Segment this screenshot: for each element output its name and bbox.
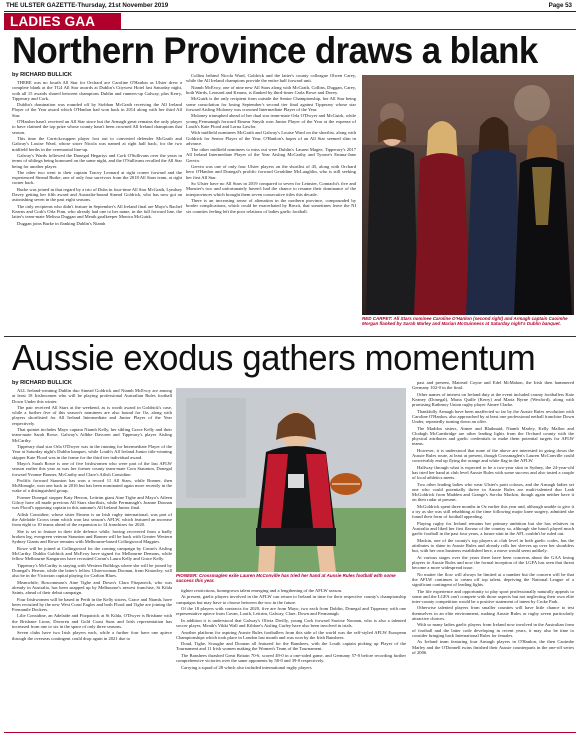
paragraph: Lilie Considine, an Adelaide and Fitzpatrick at St Kilda, O'Dwyer is Brisbane with the Brisbane Lions, Davoren and Gold Coast Suns and Irish representation has increased from one to six in the space of only three seasons. (12, 613, 172, 629)
page-number: Page 53 (548, 2, 572, 9)
paragraph: Collins behind Nicola Ward, Goldrick and the latter's county colleague Olwen Carey, while the All Ireland champions provide the entire half forward unit. (186, 73, 356, 84)
story1-column-1 (12, 80, 182, 334)
story1-byline: by RICHARD BULLICK (12, 72, 72, 78)
pioneer-photo (176, 388, 406, 572)
paragraph: Gervin was one of only four Ulster players on the shortlist of 45, along with Orchard hero O'Hanlon and Donegal's prolific forward Geraldine McLaughlin, who is still seeking her first All Star. (186, 164, 356, 180)
story1-photo-caption (362, 316, 574, 326)
paragraph: Rowe will be joined at Collingwood for the coming campaign by Cavan's Aisling McCarthy. Dublin Goldrick and McEvoy have signed for Melbourne Demons, while fellow Melbourne Kangaroos have recruited Cavan's Laura Kelly and Grace Kelly. (12, 545, 172, 562)
paragraph: Another platform for aspiring Aussie Rules footballers from this side of the world was the self-styled AFLW European Championships which took place in London last month and was won by the Irish Banshees. (176, 629, 406, 640)
story1-headline: Northern Province draws a blank (12, 30, 538, 71)
paragraph: Niamh McEvoy, one of nine new All Stars along with McGrath, Collins, Duggan, Carey, both Wards, Leonard and Kearns, is flanked by third-timer Carla Rowe and Davey. (186, 84, 356, 95)
paragraph: The life experience and opportunity to play sport professionally naturally appeals to some and the LGFA can't compete with those aspects but not neglecting their own elite inter-county competition would be a positive statement of intent by Croke Park. (412, 588, 574, 604)
paragraph: The other two went to their captain Tracey Leonard at right corner forward and the experienced Sinead Burke, one of only four survivors from the 2018 All Stars team, at right corner back. (12, 169, 182, 186)
paragraph: As Ireland team featuring four Armagh players in O'Hanlon, the then Caoimhe Marley and the O'Donnell twins finished their Aussie counterparts in the one-off series of 2006. (412, 639, 574, 655)
paragraph: The Maddox sisters, Aimee and Blathnaid, Niamh Marley, Kelly Mallon and Clodagh McCambridge are other leading lights from the Orchard county with the physical attributes and gaelic credentials to make them potential targets for AFLW teams. (412, 425, 574, 447)
paragraph: tighter restrictions, homegrown talent emerging and a lengthening of the AFLW season. (181, 588, 343, 593)
story1-caption-text: RED CARPET: All Stars nominee Caroline O'Hanlon (second right) and Armagh captain Caoimhe Morgan flanked by Sarah Marley and Marian McGuinness at Saturday night's Dublin banquet. (362, 316, 568, 327)
paragraph: Galway's Wards followed the Donegal Hegartys and Cork O'Sullivans over the years in terms of siblings being honoured on the same night, and the O'Sullivans recalled the All Star being for another player. (12, 153, 182, 169)
paragraph: McGuirk is the only recipient from outside the Senior Championship, her All Star being some consolation for losing September's second tier final against Tipperary whose star forward Aisling Moloney was crowned Intermediate Player of the Year. (186, 96, 356, 112)
story2-column-3 (412, 380, 574, 730)
paragraph: Duggan joins Burke in flanking Dublin's Niamh (17, 220, 106, 226)
paragraph: The only recipients who didn't feature in September's All Ireland final are Mayo's Rachel Kearns and Cork's Orla Finn, who already had one to her name, in the full forward line, the latter's team-mate Melissa Duggan and Meath goalkeeper Monica McGuirk. (12, 203, 182, 220)
story2-column-1 (12, 388, 172, 730)
paragraph: Seven clubs have two Irish players each, while a further four have one apiece through the overseas contingent could drop again in 2021 due to (12, 630, 172, 641)
paragraph: Of the 18 players with contracts for 2020, five are from Mayo, two each from Dublin, Donegal and Tipperary with one representative apiece from Cavan, Louth, Leitrim, Galway, Clare, Down and Fermanagh. (176, 606, 406, 617)
section-label: LADIES GAA (10, 14, 96, 29)
paragraph: No matter the flow will always be limited at a number but the concern will be that the AFLW continues to cream off top talent, depriving the National League of a significant contingent of leading lights. (412, 571, 574, 588)
footer-rule (4, 732, 576, 733)
paragraph: Meanwhile, Roscommon's Aine Tighe and Down's Clara Fitzpatrick, who was already in Australia, has been snapped up by Melbourne's newest franchise, St Kilda Saints, ahead of their debut campaign. (12, 579, 172, 596)
paragraph: At present, gaelic players involved in the AFLW can return to Ireland in time for their respective county's championship campaigns but may have to choose between the two in the future. (176, 594, 406, 605)
paragraph: Doud, Tighe, Scoughe and Doonan all featured for the Banshees, with the Louth captain picking up Player of the Tournament and 11 Irish women making the Women's Team of the Tournament. (176, 641, 406, 652)
paragraph: Mackin, one of the county's top players at club level in both gaelic codes, has the attributes to shine in Aussie Rules and already rolls her sleeves up over her shoulders but, with her own business established here, a move would seem unlikely. (412, 537, 574, 554)
paragraph: At various stages over the years there have been concerns about the GAA losing players to Aussie Rules and now the formal inception of the LGFA has seen that threat become a more widespread issue. (412, 554, 574, 571)
paragraph: So Ulster have no All Stars in 2019 compared to seven for Leinster, Connacht's five and Munster's two and unfortunately haven't had the chance to resume their dominance of the interprovinces which brought them seven consecutive titles this decade. (186, 181, 356, 197)
paragraph: With midfield nominees McGrath and Galway's Louise Ward on the shortlist, along with Goldrick for Senior Player of the Year, O'Hanlon's hopes of an All Star seemed slim in advance. (186, 130, 356, 146)
paragraph: The pair received All Stars at the weekend, as is worth award in Goldrick's case, while a further five of this season's nominees are also bound for Oz, along with players shortlisted for All Ireland Intermediate and Junior Player of the Year respectively. (12, 404, 172, 426)
paragraph: Thankfully Armagh have been unaffected so far by the Aussie Rules revolution with Caroline O'Hanlon, also approached by at least one professional netball franchise Down Under, repeatedly turning down an offer. (412, 408, 574, 425)
story2-byline: by RICHARD BULLICK (12, 380, 72, 386)
paragraph: past and present, Mairead Coyne and Edel McMahon, the Irish then hammered Germany 102-0 in the final. (412, 380, 574, 391)
paragraph: However, it is understood that none of the above are interested in going down the Aussie Rules route, at least at present, though Crossmaglen's Lauren McConville could conceivably end up flying the orange and white flag in the AFLW. (412, 447, 574, 464)
story2-column-2 (176, 588, 406, 730)
paragraph: Two other leading ladies who wear Ulster's parti colours, and the Armagh ladies set one who could potentially thrive in Aussie Rules are multi-talented duo Leah McGoldrick from Madden and Grange's Sorcha Mackin, though again neither have it on their radar at present. (412, 481, 574, 503)
paragraph: Other names of interest on Ireland duty at the event included county footballers Kate Keaney (Donegal), Maria Quille (Kerry) and Maria Byrne (Wexford), along with promising Rathmoy Union rugby player Aimee Clarke. (412, 391, 574, 408)
masthead-date: THE ULSTER GAZETTE-Thursday, 21st November 2019 (6, 2, 169, 9)
paragraph: There is an increasing sense of alienation in the northern province, compounded by border complications, which could be exacerbated by Brexit, that sometimes leave the NI six counties feeling left the poor relations of ladies gaelic football. (186, 198, 356, 214)
paragraph: Tipperary dual star Orla O'Dwyer was in the running for Intermediate Player of the Year at Saturday night's Dublin banquet, while Louth's All Ireland Junior title-winning skipper Kate Flood was in the frame for the third tier individual award. (12, 444, 172, 460)
paragraph: Mayo's Sarah Rowe is one of five Irishwomen who were part of the last AFLW season earlier this year as was her former county team-mate Cora Staunton, Donegal forward Yvonne Bonner, McCarthy and Clare's Ailish Considine. (12, 461, 172, 477)
paragraph: Moloney triumphed ahead of her dual star team-mate Orla O'Dwyer and McGuirk, while young Fermanagh forward Eimear Smyth won Junior Player of the Year at the expense of Louth's Kate Flood and Lorna Lawlor. (186, 113, 356, 129)
paragraph: Tipperary's McCarthy is staying with Western Bulldogs where she will be joined by Donegal's Herron, while the latter's fellow Ulsterwoman Doonan, from Kinawley, will also be in the Victorian capital playing for Carlton Blues. (12, 562, 172, 579)
paragraph: Former Donegal stopper Katy Herron, Leitrim giant Aine Tighe and Mayo's Aileen Gilroy have all made previous All Stars shortlists, while Fermanagh's Joanne Doonan was Flood's opposing captain in this autumn's All Ireland Junior final. (12, 494, 172, 511)
story2-caption-text: PIONEER: Crossmaglen exile Lauren McConville has tried her hand at Aussie Rules football with some success this year. (176, 573, 396, 584)
paragraph: In addition it is understood that Galway's Olivia Divilly, young Cork forward Saoirse Noonan, who is also a talented soccer player, Meath's Vikki Wall and Kildare's Aisling Curley have also been involved in trials. (176, 617, 406, 629)
paragraph: THERE was no fourth All Star for Orchard ace Caroline O'Hanlon as Ulster drew a complete blank at the TG4 All Star awards at Dublin's Citywest Hotel last Saturday night, with all 15 awards shared between champions Dublin and runners-up Galway, plus Kerry, Tipperary and Cork. (12, 80, 182, 101)
paragraph: Halfway through what is expected to be a two-year stint in Sydney, the 24-year-old has tried her hand at club level Aussie Rules with some success and also tasted a couple of local athletics meets. (412, 464, 574, 481)
paragraph: Playing rugby for Ireland remains her primary ambition but she has relatives in Australia and liked her first flavour of the country so, although she hasn't played much gaelic football in the past four years, a future stint in the AFL couldn't be ruled out. (412, 520, 574, 537)
paragraph: Burke was joined in that regard by a trio of Dubs in four-time All Star McGrath, Lyndsey Davey getting her fifth award and Australia-bound Sinead Goldrick, who has now got an astonishing seven in the past eight seasons. (12, 186, 182, 203)
paragraph: The other midfield nominees to miss out were Dublin's Lauren Magee, Tipperary's 2017 All Ireland Intermediate Player of the Year Aisling McCarthy and Tyrone's Emma-Jane Gervin. (186, 147, 356, 163)
paragraph: This time the Carrickcruppen player lost out to converted defender McGrath and Galway's Louise Ward, whose sister Nicola was named at right half back, for the two midfield berths in the ceremonial line-up. (12, 136, 182, 152)
paragraph: Ailish Considine, whose sister Eimear is an Irish rugby international, was part of the Adelaide Crows team which won last season's AFLW, which featured an increase from eight to 10 teams ahead of the expansion to 14 franchises for 2020. (12, 511, 172, 528)
paragraph: ALL Ireland-winning Dublin duo Sinead Goldrick and Niamh McEvoy are among at least 18 Irishwomen who will be playing professional Australian Rules football Down Under this winter. (12, 388, 172, 404)
paragraph: O'Hanlon hasn't received an All Star since but the Armagh great remains the only player to have claimed the top prize whose county hasn't been crowned All Ireland champions that season. (12, 119, 182, 135)
paragraph: McGoldrick spent three months in Oz earlier this year and, although unable to give it a try as she was still rehabbing at the time following major knee surgery, admitted she found their form of football appealing. (412, 503, 574, 520)
paragraph: The Banshees thrashed Great Britain 70-6, scored 49-0 in a one-sided game, and Germany 57-0 before recording further comprehensive victories over the same opponents by 58-0 and 39-0 respectively. (176, 652, 406, 664)
paragraph: Prolific forward Staunton has won a record 11 All Stars, while Bonner, then McMonagle, won one back in 2016 but has been nominated again more recently in the wake of a distinguished group. (12, 477, 172, 494)
story1-column-2 (186, 73, 356, 334)
story2-photo-caption (176, 573, 406, 583)
paragraph: That quintet includes Mayo captain Niamh Kelly, her sibling Grace Kelly and their team-mate Sarah Rowe, Galway's Ailbhe Davoren and Tipperary's player Aisling McCarthy. (12, 427, 172, 443)
section-tab (4, 13, 121, 30)
paragraph: She is set to feature in their title defence while, having recovered from a badly broken leg, evergreen veteran Staunton and Bonner will be back with Greater Western Sydney Giants and Rowe remains with Melbourne-based Collingwood Magpies. (12, 528, 172, 545)
paragraph: With so many ladies gaelic players from Ireland now involved in the Australian form of football and the latter code developing in recent years, it may also be time to consider bringing back International Rules for females. (412, 622, 574, 638)
pioneer-photo-image (176, 388, 406, 572)
paragraph: Four Irishwomen will be based in Perth in the Kelly sisters, Grace and Niamh, have been recruited by the new West Coast Eagles and both Flood and Tighe are joining the Fremantle Dockers. (12, 596, 172, 612)
paragraph: Dublin's domination was rounded off by Siobhan McGrath receiving the All Ireland Player of the Year award which O'Hanlon had won back in 2014 along with her third All Star. (12, 102, 182, 118)
red-carpet-photo-image (362, 75, 574, 315)
story2-headline: Aussie exodus gathers momentum (12, 337, 536, 378)
paragraph: Otherwise talented players from smaller counties will have little chance to test themselves in an elite environment, making Aussie Rules or rugby seven particularly attractive choices. (412, 605, 574, 621)
red-carpet-photo (362, 75, 574, 315)
paragraph: Carrying a squad of 28 which also included international rugby players (181, 664, 312, 670)
